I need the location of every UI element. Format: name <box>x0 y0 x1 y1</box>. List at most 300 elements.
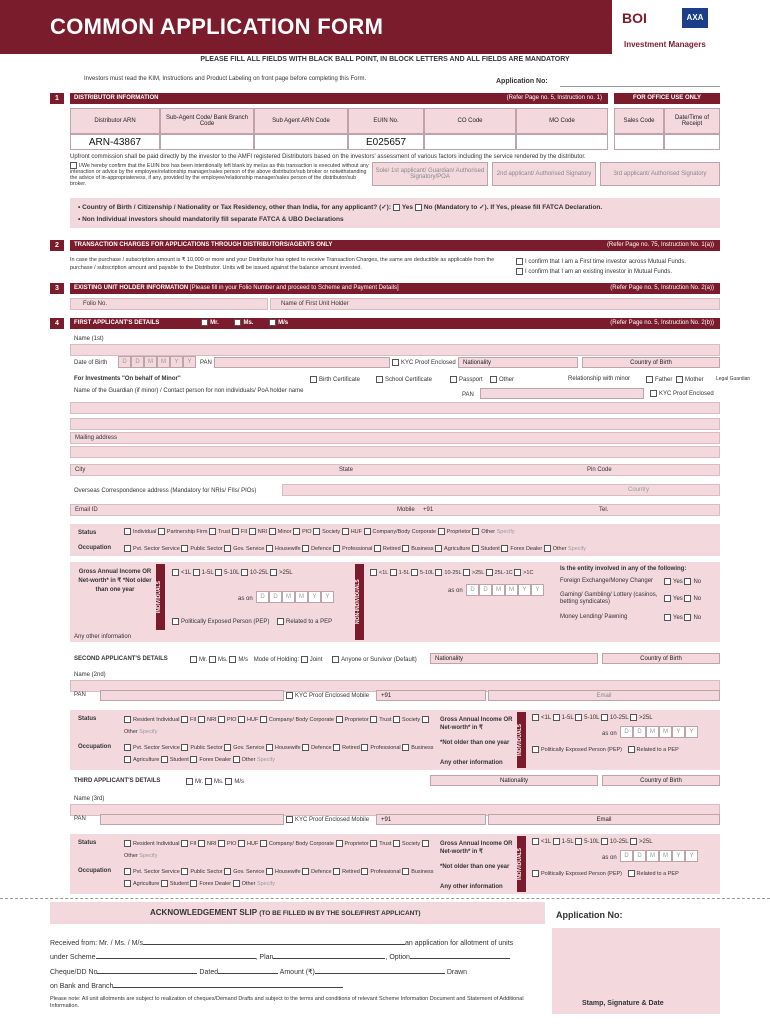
s3-company: Company/ Body Corporate <box>268 841 334 847</box>
status-company: Company/Body Corporate <box>372 528 437 535</box>
entity-gaming-no-checkbox[interactable] <box>684 595 691 602</box>
upfront-note: Upfront commission shall be paid directly by the investor to the AMFI registered Distributors based on the investors' assessment of various factors including the service rendered by the distributor. <box>70 154 586 160</box>
s3-society-checkbox[interactable] <box>393 840 400 847</box>
as-on-1-y1[interactable]: Y <box>308 591 321 603</box>
status-individual: Individual <box>133 528 157 535</box>
kyc-1-label: KYC Proof Enclosed <box>401 360 456 367</box>
s3-specify[interactable]: Specify <box>139 853 158 859</box>
signatory-3[interactable]: 3rd applicant/ Authorised Signatory <box>600 162 720 186</box>
occ-agriculture-checkbox[interactable] <box>435 545 442 552</box>
country-birth-input[interactable] <box>582 357 720 368</box>
subagent-arn-input[interactable] <box>254 134 348 150</box>
third-salutation <box>186 778 244 785</box>
status-nri-checkbox[interactable] <box>249 528 256 535</box>
third-mr-checkbox[interactable] <box>186 778 193 785</box>
occ-defence-checkbox[interactable] <box>302 545 309 552</box>
inc-non-4-checkbox[interactable] <box>435 569 442 576</box>
dob-m2[interactable]: M <box>157 356 170 368</box>
inc-ind-3: 5-10L <box>224 570 240 577</box>
entity-question: Is the entity involved in any of the following: <box>560 566 687 572</box>
s2-occ-defence-checkbox[interactable] <box>302 744 309 751</box>
school-cert <box>376 376 432 383</box>
pan-4-input[interactable] <box>100 814 284 825</box>
s2-as-on-d1[interactable]: D <box>620 726 633 738</box>
s3-inc-1-checkbox[interactable] <box>532 838 539 845</box>
pep-1 <box>172 618 332 625</box>
s3-inc-4-checkbox[interactable] <box>601 838 608 845</box>
pan-2-label: PAN <box>462 392 474 398</box>
ack-note: Please note: All unit allotments are subject to realization of cheques/Demand Drafts and subject to the terms and conditions of relevant Scheme Information Document and Statement of Additional Information. <box>50 996 524 1009</box>
subagent-code-input[interactable] <box>160 134 254 150</box>
s2-as-on-m2[interactable]: M <box>659 726 672 738</box>
s3-fii: FII <box>190 841 197 847</box>
mother-checkbox[interactable] <box>676 376 683 383</box>
s3-occ-public-checkbox[interactable] <box>181 868 188 875</box>
third-nationality-input[interactable] <box>430 775 598 786</box>
second-ms: Ms. <box>218 657 228 664</box>
name-1-input[interactable] <box>70 344 720 356</box>
guardian-label: Name of the Guardian (if minor) / Contact person for non individuals/ PoA holder name <box>74 388 304 394</box>
s3-inc-2-checkbox[interactable] <box>553 838 560 845</box>
city-label: City <box>75 467 86 473</box>
dated-label: Dated <box>199 969 219 976</box>
received-label: Received from: Mr. / Ms. / M/s <box>50 940 143 947</box>
s2-company-checkbox[interactable] <box>260 716 267 723</box>
status-company-checkbox[interactable] <box>364 528 371 535</box>
as-on-1-y2[interactable]: Y <box>321 591 334 603</box>
signatory-2[interactable]: 2nd applicant/ Authorised Signatory <box>492 162 596 186</box>
entity-forex: Foreign Exchange/Money Changer <box>560 578 654 584</box>
mrs-checkbox[interactable] <box>269 319 276 326</box>
instructions-banner: PLEASE FILL ALL FIELDS WITH BLACK BALL POINT, IN BLOCK LETTERS AND ALL FIELDS ARE MANDATORY <box>200 56 570 63</box>
dob-y2[interactable]: Y <box>183 356 196 368</box>
signatory-1[interactable]: Sole/ 1st applicant/ Guardian/ Authorised Signatory/POA <box>372 162 488 186</box>
s2-fii-checkbox[interactable] <box>181 716 188 723</box>
occ-retired-checkbox[interactable] <box>374 545 381 552</box>
status-partnership-checkbox[interactable] <box>158 528 165 535</box>
s2-occ-specify[interactable]: Specify <box>256 757 275 763</box>
birth-cert-label: Birth Certificate <box>319 377 361 384</box>
s3-occ-student-checkbox[interactable] <box>161 880 168 887</box>
entity-forex-no-checkbox[interactable] <box>684 578 691 585</box>
pep-1-checkbox[interactable] <box>172 618 179 625</box>
s2-other-checkbox[interactable] <box>422 716 429 723</box>
as-on-2-d1[interactable]: D <box>466 584 479 596</box>
first-time-checkbox[interactable] <box>516 258 523 265</box>
s3-fii-checkbox[interactable] <box>181 840 188 847</box>
s2-inc-5: >25L <box>639 715 653 722</box>
s3-occ-defence-checkbox[interactable] <box>302 868 309 875</box>
as-on-1-d1[interactable]: D <box>256 591 269 603</box>
s3-not-older: *Not older than one year <box>440 864 510 870</box>
s3-as-on-boxes[interactable] <box>620 850 698 862</box>
status-other-checkbox[interactable] <box>472 528 479 535</box>
s2-society-checkbox[interactable] <box>393 716 400 723</box>
s3-inc-5-checkbox[interactable] <box>630 838 637 845</box>
name-3-label: Name (3rd) <box>74 796 105 802</box>
plan-label: Plan <box>259 954 274 961</box>
inc-non-4: 10-25L <box>444 569 462 576</box>
s2-as-on-boxes[interactable] <box>620 726 698 738</box>
mobile-prefix: +91 <box>423 507 434 513</box>
existing-checkbox[interactable] <box>516 268 523 275</box>
passport-label: Passport <box>459 377 483 384</box>
occ-pvt-checkbox[interactable] <box>124 545 131 552</box>
s2-resident: Resident Individual <box>133 717 180 723</box>
status-society-checkbox[interactable] <box>313 528 320 535</box>
s3-occ-pvt: Pvt. Sector Service <box>133 869 180 875</box>
s3-occ-gov-checkbox[interactable] <box>224 868 231 875</box>
inc-ind-2-checkbox[interactable] <box>193 569 200 576</box>
s3-occ-agriculture-checkbox[interactable] <box>124 880 131 887</box>
occ-public-checkbox[interactable] <box>181 545 188 552</box>
status-pio-checkbox[interactable] <box>293 528 300 535</box>
inc-non-7-checkbox[interactable] <box>514 569 521 576</box>
name-1-label: Name (1st) <box>74 336 104 342</box>
second-nationality-input[interactable] <box>430 653 598 664</box>
as-on-1-boxes[interactable] <box>256 591 334 603</box>
status-other: Other <box>481 528 496 535</box>
occ-pvt: Pvt. Sector Service <box>133 545 180 552</box>
entity-gaming-yn <box>664 595 701 602</box>
status-trust-checkbox[interactable] <box>209 528 216 535</box>
fatca-no-checkbox[interactable] <box>415 204 422 211</box>
date-receipt-input[interactable] <box>664 134 720 150</box>
s2-occ-agriculture-checkbox[interactable] <box>124 756 131 763</box>
inc-non-2-checkbox[interactable] <box>390 569 397 576</box>
third-mobile-input[interactable] <box>376 814 486 825</box>
second-country-input[interactable] <box>602 653 720 664</box>
ms-checkbox[interactable] <box>234 319 241 326</box>
euin-input[interactable] <box>348 134 424 150</box>
passport-checkbox[interactable] <box>450 376 457 383</box>
occ-professional: Professional <box>342 545 373 552</box>
s2-specify[interactable]: Specify <box>139 729 158 735</box>
s3-as-on-m1[interactable]: M <box>646 850 659 862</box>
status-individual-checkbox[interactable] <box>124 528 131 535</box>
second-mobile-input[interactable] <box>376 690 486 701</box>
s3-occ-professional-checkbox[interactable] <box>361 868 368 875</box>
s3-inc-3: 5-10L <box>584 839 600 846</box>
s2-nri-checkbox[interactable] <box>198 716 205 723</box>
kyc-1-checkbox[interactable] <box>392 359 399 366</box>
status-huf: HUF <box>350 528 362 535</box>
s3-huf: HUF <box>247 841 259 847</box>
s2-occ-business-checkbox[interactable] <box>402 744 409 751</box>
second-mobile-label: Mobile <box>351 693 370 700</box>
occ-student-checkbox[interactable] <box>472 545 479 552</box>
s3-occ-forex-checkbox[interactable] <box>190 880 197 887</box>
birth-cert-checkbox[interactable] <box>310 376 317 383</box>
status-minor-checkbox[interactable] <box>269 528 276 535</box>
occ-public: Public Sector <box>190 545 223 552</box>
s2-occ-forex-checkbox[interactable] <box>190 756 197 763</box>
inc-non-3-checkbox[interactable] <box>411 569 418 576</box>
as-on-1: as on <box>238 596 253 602</box>
related-pep-1-label: Related to a PEP <box>286 619 333 626</box>
s2-as-on-m1[interactable]: M <box>646 726 659 738</box>
state-label: State <box>339 467 354 473</box>
received-input[interactable] <box>143 944 405 945</box>
s3-as-on-d2[interactable]: D <box>633 850 646 862</box>
as-on-2-y2[interactable]: Y <box>531 584 544 596</box>
s3-occ-agriculture: Agriculture <box>133 881 160 887</box>
address-line-3[interactable] <box>70 446 720 458</box>
status-pio: PIO <box>302 528 312 535</box>
dob-d1[interactable]: D <box>118 356 131 368</box>
arn-input[interactable] <box>70 134 160 150</box>
cheque-input[interactable] <box>97 973 197 974</box>
s3-occ-business-checkbox[interactable] <box>402 868 409 875</box>
section-1-bar <box>70 93 608 104</box>
logo-subtitle: Investment Managers <box>624 40 706 49</box>
s3-trust-checkbox[interactable] <box>370 840 377 847</box>
s2-occ-professional: Professional <box>370 745 401 751</box>
s2-occ-pvt-checkbox[interactable] <box>124 744 131 751</box>
occ-gov-checkbox[interactable] <box>224 545 231 552</box>
s2-as-on-y1[interactable]: Y <box>672 726 685 738</box>
s2-trust-checkbox[interactable] <box>370 716 377 723</box>
second-kyc-checkbox[interactable] <box>286 692 293 699</box>
overseas-input[interactable] <box>282 484 720 496</box>
mo-code-input[interactable] <box>516 134 608 150</box>
third-mr: Mr. <box>195 779 204 786</box>
s2-huf-checkbox[interactable] <box>238 716 245 723</box>
occ-housewife-checkbox[interactable] <box>266 545 273 552</box>
address-line-1[interactable] <box>70 418 720 430</box>
relationship-label: Relationship with minor <box>568 376 631 382</box>
inc-non-1-checkbox[interactable] <box>370 569 377 576</box>
dob-m1[interactable]: M <box>144 356 157 368</box>
occ-specify[interactable]: Specify <box>568 545 587 552</box>
joint-checkbox[interactable] <box>301 656 308 663</box>
second-kyc <box>286 692 369 699</box>
s3-occ-other-checkbox[interactable] <box>233 880 240 887</box>
s2-occ-gov-checkbox[interactable] <box>224 744 231 751</box>
status-huf-checkbox[interactable] <box>342 528 349 535</box>
entity-lending-no-checkbox[interactable] <box>684 614 691 621</box>
s3-occ-housewife: Housewife <box>274 869 301 875</box>
second-ms-checkbox[interactable] <box>209 656 216 663</box>
first-holder-label: Name of First Unit Holder <box>281 301 349 307</box>
s3-resident-checkbox[interactable] <box>124 840 131 847</box>
s3-inc-3-checkbox[interactable] <box>575 838 582 845</box>
allotment-label: an application for allotment of units <box>404 940 514 947</box>
inc-non-5-checkbox[interactable] <box>463 569 470 576</box>
as-on-2-m2[interactable]: M <box>505 584 518 596</box>
inc-ind-2: 1-5L <box>201 570 214 577</box>
pan-2-input[interactable] <box>480 388 644 399</box>
s2-as-on: as on <box>602 731 617 737</box>
s3-nri-checkbox[interactable] <box>198 840 205 847</box>
related-pep-1-checkbox[interactable] <box>277 618 284 625</box>
status-specify[interactable]: Specify <box>496 528 515 535</box>
legal-guardian-label: Legal Guardian <box>716 376 751 382</box>
occ-business-checkbox[interactable] <box>402 545 409 552</box>
inc-ind-5-checkbox[interactable] <box>270 569 277 576</box>
s3-as-on-y1[interactable]: Y <box>672 850 685 862</box>
s2-occ-other-checkbox[interactable] <box>233 756 240 763</box>
third-country-input[interactable] <box>602 775 720 786</box>
dob-d2[interactable]: D <box>131 356 144 368</box>
euin-decl-checkbox[interactable] <box>70 162 77 169</box>
arn-value: ARN-43867 <box>88 136 142 148</box>
s2-occ-defence: Defence <box>311 745 332 751</box>
first-holder-field[interactable] <box>270 298 720 310</box>
contact-row[interactable] <box>70 504 720 516</box>
section-4-ref: (Refer Page no. 5, Instruction No. 2(b)) <box>610 320 714 326</box>
as-on-2-boxes[interactable] <box>466 584 544 596</box>
s2-inc-2-checkbox[interactable] <box>553 714 560 721</box>
s2-pep <box>532 746 679 753</box>
third-ms-checkbox[interactable] <box>205 778 212 785</box>
as-on-2-y1[interactable]: Y <box>518 584 531 596</box>
inc-ind-1-checkbox[interactable] <box>172 569 179 576</box>
s3-pio-checkbox[interactable] <box>218 840 225 847</box>
occ-forex-checkbox[interactable] <box>501 545 508 552</box>
mr-checkbox[interactable] <box>201 319 208 326</box>
folio-field[interactable] <box>70 298 268 310</box>
kyc-2-checkbox[interactable] <box>650 390 657 397</box>
euin-declaration <box>70 162 370 187</box>
entity-forex-yes-checkbox[interactable] <box>664 578 671 585</box>
pan-3-input[interactable] <box>100 690 284 701</box>
bank-input[interactable] <box>113 987 343 988</box>
third-kyc-checkbox[interactable] <box>286 816 293 823</box>
legal-guardian <box>716 376 750 382</box>
as-on-1-d2[interactable]: D <box>269 591 282 603</box>
s2-resident-checkbox[interactable] <box>124 716 131 723</box>
s2-proprietor-checkbox[interactable] <box>336 716 343 723</box>
inc-ind-4-checkbox[interactable] <box>241 569 248 576</box>
third-nationality: Nationality <box>499 777 528 784</box>
s3-individuals-tag: INDIVIDUALS <box>517 836 526 892</box>
s3-pep-checkbox[interactable] <box>532 870 539 877</box>
s3-occ-housewife-checkbox[interactable] <box>266 868 273 875</box>
second-status-label: Status <box>78 716 97 722</box>
s3-occ-retired-checkbox[interactable] <box>333 868 340 875</box>
s3-company-checkbox[interactable] <box>260 840 267 847</box>
anyone-checkbox[interactable] <box>332 656 339 663</box>
occ-other-checkbox[interactable] <box>544 545 551 552</box>
s3-other-checkbox[interactable] <box>422 840 429 847</box>
plan-input[interactable] <box>273 958 385 959</box>
kyc-2 <box>650 390 714 397</box>
s3-trust: Trust <box>379 841 392 847</box>
second-mrs-checkbox[interactable] <box>229 656 236 663</box>
dob-boxes[interactable] <box>118 356 196 368</box>
inc-ind-3-checkbox[interactable] <box>215 569 222 576</box>
dob-y1[interactable]: Y <box>170 356 183 368</box>
occ-professional-checkbox[interactable] <box>333 545 340 552</box>
s2-inc-1-checkbox[interactable] <box>532 714 539 721</box>
section-4-bar <box>70 318 720 329</box>
s3-inc-4: 10-25L <box>609 839 629 846</box>
co-code-input[interactable] <box>424 134 516 150</box>
inc-non-6-checkbox[interactable] <box>486 569 493 576</box>
sales-code-input[interactable] <box>614 134 664 150</box>
amount-input[interactable] <box>315 973 445 974</box>
other-proof-checkbox[interactable] <box>490 376 497 383</box>
s2-as-on-d2[interactable]: D <box>633 726 646 738</box>
inc-non-1: <1L <box>379 569 389 576</box>
second-mr-checkbox[interactable] <box>190 656 197 663</box>
nationality-input[interactable] <box>458 357 578 368</box>
birth-cert <box>310 376 360 383</box>
s2-related-pep-checkbox[interactable] <box>628 746 635 753</box>
amount-label: Amount (₹) <box>279 969 315 976</box>
third-email-input[interactable] <box>488 814 720 825</box>
s2-occ-public-checkbox[interactable] <box>181 744 188 751</box>
overseas-label: Overseas Correspondence address (Mandatory for NRIs/ FIIs/ PIOs) <box>74 488 257 494</box>
as-on-2-d2[interactable]: D <box>479 584 492 596</box>
s2-pep-checkbox[interactable] <box>532 746 539 753</box>
father-checkbox[interactable] <box>646 376 653 383</box>
as-on-2-m1[interactable]: M <box>492 584 505 596</box>
fatca-yes-checkbox[interactable] <box>393 204 400 211</box>
tear-line <box>0 898 770 899</box>
as-on-1-m1[interactable]: M <box>282 591 295 603</box>
occ-forex: Forex Dealer <box>510 545 543 552</box>
income-ind-options <box>172 569 293 576</box>
logo-brand: BOI <box>622 10 647 26</box>
second-email-input[interactable] <box>488 690 720 701</box>
s3-occ-pvt-checkbox[interactable] <box>124 868 131 875</box>
option-input[interactable] <box>410 958 510 959</box>
s2-occ-professional-checkbox[interactable] <box>361 744 368 751</box>
mailing-label: Mailing address <box>75 435 118 441</box>
address-line-2[interactable] <box>70 432 720 444</box>
s2-occ-retired: Retired <box>342 745 360 751</box>
scheme-input[interactable] <box>96 958 256 959</box>
pan-1-input[interactable] <box>214 357 390 368</box>
section-2-ref: (Refer Page no. 75, Instruction No. 1(a)) <box>606 242 714 248</box>
s2-occ-retired-checkbox[interactable] <box>333 744 340 751</box>
status-proprietor-checkbox[interactable] <box>438 528 445 535</box>
city-state-pin-row[interactable] <box>70 464 720 476</box>
s3-huf-checkbox[interactable] <box>238 840 245 847</box>
s3-as-on-y2[interactable]: Y <box>685 850 698 862</box>
cheque-label: Cheque/DD No <box>50 969 98 976</box>
s3-occ-specify[interactable]: Specify <box>256 881 275 887</box>
entity-gaming-yes-checkbox[interactable] <box>664 595 671 602</box>
s3-income-options <box>532 838 653 845</box>
third-mrs-checkbox[interactable] <box>225 778 232 785</box>
s2-inc-5-checkbox[interactable] <box>630 714 637 721</box>
s3-as-on-d1[interactable]: D <box>620 850 633 862</box>
school-cert-checkbox[interactable] <box>376 376 383 383</box>
s3-as-on-m2[interactable]: M <box>659 850 672 862</box>
guardian-input[interactable] <box>70 402 720 414</box>
s2-pio-checkbox[interactable] <box>218 716 225 723</box>
s2-inc-1: <1L <box>541 715 551 722</box>
stamp-label: Stamp, Signature & Date <box>582 1000 664 1007</box>
s2-inc-4-checkbox[interactable] <box>601 714 608 721</box>
entity-lending-yes-checkbox[interactable] <box>664 614 671 621</box>
s2-society: Society <box>402 717 421 723</box>
s2-inc-3-checkbox[interactable] <box>575 714 582 721</box>
s2-occ-housewife-checkbox[interactable] <box>266 744 273 751</box>
s3-proprietor-checkbox[interactable] <box>336 840 343 847</box>
dated-input[interactable] <box>218 973 278 974</box>
s3-related-pep-checkbox[interactable] <box>628 870 635 877</box>
as-on-1-m2[interactable]: M <box>295 591 308 603</box>
existing-option <box>516 268 672 275</box>
s2-occ-student-checkbox[interactable] <box>161 756 168 763</box>
s2-as-on-y2[interactable]: Y <box>685 726 698 738</box>
col-co-code: CO Code <box>424 108 516 134</box>
status-fii-checkbox[interactable] <box>232 528 239 535</box>
